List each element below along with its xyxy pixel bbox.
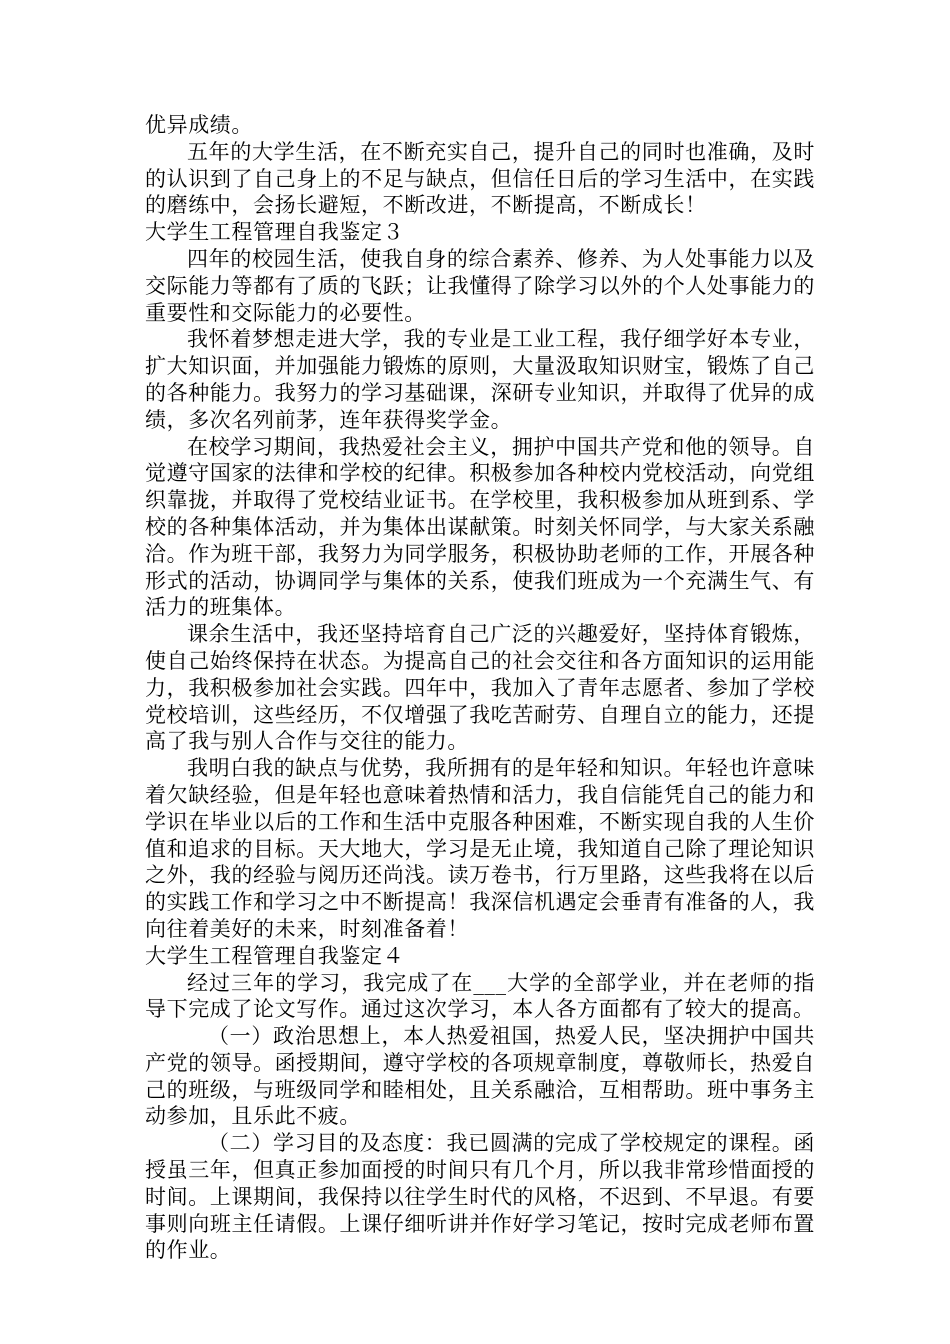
- paragraph-continuation: 优异成绩。: [145, 113, 253, 137]
- paragraph: 五年的大学生活，在不断充实自己，提升自己的同时也准确，及时的认识到了自己身上的不足与缺点，但信任日后的学习生活中，在实践的磨练中，会扬长避短，不断改进，不断提高，不断成长！: [145, 139, 815, 218]
- section-heading: 大学生工程管理自我鉴定４: [145, 943, 405, 968]
- paragraph: 课余生活中，我还坚持培育自己广泛的兴趣爱好，坚持体育锻炼，使自己始终保持在状态。为提高自己的社会交往和各方面知识的运用能力，我积极参加社会实践。四年中，我加入了青年志愿者、参加了学校党校培训，这些经历，不仅增强了我吃苦耐劳、自理自立的能力，还提高了我与别人合作与交往的能力。: [145, 622, 815, 754]
- paragraph: 我怀着梦想走进大学，我的专业是工业工程，我仔细学好本专业，扩大知识面，并加强能力锻炼的原则，大量汲取知识财宝，锻炼了自己的各种能力。我努力的学习基础课，深研专业知识，并取得了优异的成绩，多次名列前茅，连年获得奖学金。: [145, 327, 815, 432]
- paragraph: 我明白我的缺点与优势，我所拥有的是年轻和知识。年轻也许意味着欠缺经验，但是年轻也意味着热情和活力，我自信能凭自己的能力和学识在毕业以后的工作和生活中克服各种困难，不断实现自我的人生价值和追求的目标。天大地大，学习是无止境，我知道自己除了理论知识之外，我的经验与阅历还尚浅。读万卷书，行万里路，这些我将在以后的实践工作和学习之中不断提高！我深信机遇定会垂青有准备的人，我向往着美好的未来，时刻准备着！: [145, 756, 815, 941]
- paragraph: 四年的校园生活，使我自身的综合素养、修养、为人处事能力以及交际能力等都有了质的飞跃；让我懂得了除学习以外的个人处事能力的重要性和交际能力的必要性。: [145, 246, 815, 325]
- paragraph: 经过三年的学习，我完成了在___大学的全部学业，并在老师的指导下完成了论文写作。通过这次学习，本人各方面都有了较大的提高。: [145, 970, 815, 1022]
- paragraph: （二）学习目的及态度：我已圆满的完成了学校规定的课程。函授虽三年，但真正参加面授的时间只有几个月，所以我非常珍惜面授的时间。上课期间，我保持以往学生时代的风格，不迟到、不早退。有要事则向班主任请假。上课仔细听讲并作好学习笔记，按时完成老师布置的作业。: [145, 1131, 815, 1263]
- paragraph: （一）政治思想上，本人热爱祖国，热爱人民，坚决拥护中国共产党的领导。函授期间，遵守学校的各项规章制度，尊敬师长，热爱自己的班级，与班级同学和睦相处，且关系融洽，互相帮助。班中事务主动参加，且乐此不疲。: [145, 1024, 815, 1129]
- section-heading: 大学生工程管理自我鉴定３: [145, 220, 405, 245]
- paragraph: 在校学习期间，我热爱社会主义，拥护中国共产党和他的领导。自觉遵守国家的法律和学校的纪律。积极参加各种校内党校活动，向党组织靠拢，并取得了党校结业证书。在学校里，我积极参加从班到系、学校的各种集体活动，并为集体出谋献策。时刻关怀同学，与大家关系融洽。作为班干部，我努力为同学服务，积极协助老师的工作，开展各种形式的活动，协调同学与集体的关系，使我们班成为一个充满生气、有活力的班集体。: [145, 434, 815, 620]
- document-body: [145, 112, 815, 1264]
